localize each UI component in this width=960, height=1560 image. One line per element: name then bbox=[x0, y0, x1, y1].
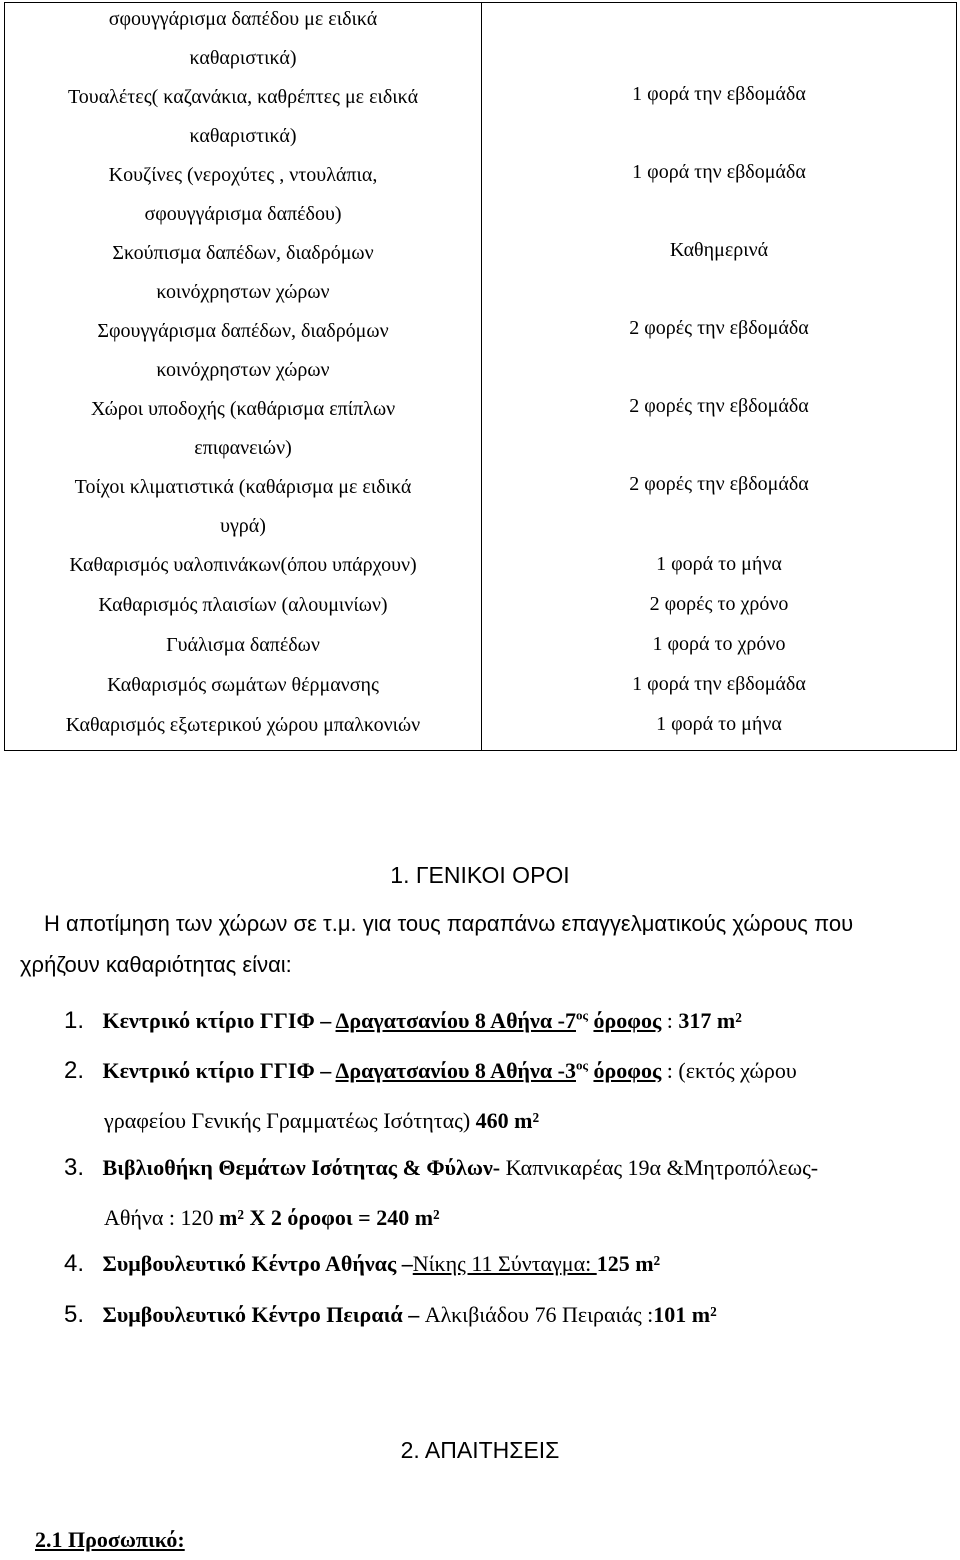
task-column-cell bbox=[5, 3, 482, 751]
list-item bbox=[64, 1239, 944, 1289]
dash: – bbox=[396, 1251, 413, 1276]
list-item bbox=[64, 1046, 944, 1146]
address: Δραγατσανίου 8 Αθήνα -7 bbox=[335, 1008, 576, 1033]
task-line: κοινόχρηστων χώρων bbox=[156, 359, 330, 381]
frequency-line: 1 φορά την εβδομάδα bbox=[632, 83, 806, 105]
task-line: καθαριστικά) bbox=[189, 47, 297, 69]
task-line: σφουγγάρισμα δαπέδου με ειδικά bbox=[108, 8, 378, 30]
address: Νίκης 11 Σύνταγμα: bbox=[412, 1251, 597, 1276]
building-name: Βιβλιοθήκη Θεμάτων Ισότητας & Φύλων- bbox=[102, 1155, 501, 1180]
frequency-line: 1 φορά το μήνα bbox=[656, 553, 782, 575]
frequency-line: 2 φορές την εβδομάδα bbox=[629, 395, 809, 417]
note-text: : (εκτός χώρου bbox=[661, 1058, 797, 1083]
address: Καπνικαρέας 19α &Μητροπόλεως- bbox=[500, 1155, 819, 1180]
dash: – bbox=[314, 1008, 336, 1033]
task-line: Κουζίνες (νεροχύτες , ντουλάπια, bbox=[108, 164, 378, 186]
task-line: Γυάλισμα δαπέδων bbox=[166, 634, 320, 656]
area-value: 125 m² bbox=[596, 1251, 661, 1276]
list-number: 2. bbox=[64, 1057, 85, 1084]
cleaning-schedule-table bbox=[4, 2, 957, 751]
area-value: m² Χ 2 όροφοι = 240 m² bbox=[219, 1205, 440, 1230]
task-line: καθαριστικά) bbox=[189, 125, 297, 147]
table-row bbox=[5, 3, 957, 751]
frequency-column-cell bbox=[482, 3, 957, 751]
ordinal-suffix: ος bbox=[575, 1007, 588, 1023]
list-item bbox=[64, 996, 944, 1046]
note-text: γραφείου Γενικής Γραμματέως Ισότητας) bbox=[104, 1108, 476, 1133]
frequency-line: 2 φορές την εβδομάδα bbox=[629, 473, 809, 495]
floor-label: όροφος bbox=[593, 1058, 662, 1083]
task-line: υγρά) bbox=[220, 515, 266, 537]
list-number: 1. bbox=[64, 1007, 85, 1034]
area-value: 460 m² bbox=[475, 1108, 540, 1133]
list-number: 5. bbox=[64, 1301, 85, 1328]
area-text: Αθήνα : 120 bbox=[104, 1205, 220, 1230]
task-line: Καθαρισμός υαλοπινάκων(όπου υπάρχουν) bbox=[69, 554, 417, 576]
frequency-line: Καθημερινά bbox=[669, 239, 769, 261]
list-item bbox=[64, 1290, 944, 1340]
address: Δραγατσανίου 8 Αθήνα -3 bbox=[335, 1058, 576, 1083]
intro-line: Η αποτίμηση των χώρων σε τ.μ. για τους παραπάνω επαγγελματικούς χώρους που bbox=[44, 911, 854, 936]
frequency-spacer bbox=[488, 3, 950, 78]
dash: – bbox=[402, 1302, 425, 1327]
frequency-line: 1 φορά την εβδομάδα bbox=[632, 673, 806, 695]
task-line: σφουγγάρισμα δαπέδου) bbox=[144, 203, 342, 225]
frequency-line: 2 φορές την εβδομάδα bbox=[629, 317, 809, 339]
subsection-heading-staff: 2.1 Προσωπικό: bbox=[35, 1527, 185, 1552]
separator: : bbox=[661, 1008, 679, 1033]
task-line: Καθαρισμός εξωτερικού χώρου μπαλκονιών bbox=[65, 714, 421, 736]
task-line: Τοίχοι κλιματιστικά (καθάρισμα με ειδικά bbox=[74, 476, 412, 498]
task-line: Σφουγγάρισμα δαπέδων, διαδρόμων bbox=[97, 320, 389, 342]
item-continuation bbox=[64, 1096, 944, 1146]
section-heading-requirements: 2. ΑΠΑΙΤΗΣΕΙΣ bbox=[400, 1437, 560, 1463]
area-value: 101 m² bbox=[653, 1302, 717, 1327]
section-heading-general-terms: 1. ΓΕΝΙΚΟΙ ΟΡΟΙ bbox=[390, 862, 570, 888]
task-line: επιφανειών) bbox=[194, 437, 292, 459]
list-item bbox=[64, 1143, 944, 1243]
address: Αλκιβιάδου 76 Πειραιάς : bbox=[424, 1302, 654, 1327]
frequency-line: 2 φορές το χρόνο bbox=[649, 593, 789, 615]
area-value: 317 m² bbox=[678, 1008, 742, 1033]
frequency-line: 1 φορά την εβδομάδα bbox=[632, 161, 806, 183]
task-line: Καθαρισμός σωμάτων θέρμανσης bbox=[107, 674, 379, 696]
building-name: Κεντρικό κτίριο ΓΓΙΦ bbox=[102, 1058, 315, 1083]
task-line: Σκούπισμα δαπέδων, διαδρόμων bbox=[112, 242, 374, 264]
task-line: Χώροι υποδοχής (καθάρισμα επίπλων bbox=[90, 398, 396, 420]
dash: – bbox=[314, 1058, 336, 1083]
building-name: Συμβουλευτικό Κέντρο Πειραιά bbox=[102, 1302, 403, 1327]
list-number: 4. bbox=[64, 1250, 85, 1277]
building-name: Κεντρικό κτίριο ΓΓΙΦ bbox=[102, 1008, 315, 1033]
building-name: Συμβουλευτικό Κέντρο Αθήνας bbox=[102, 1251, 397, 1276]
ordinal-suffix: ος bbox=[575, 1057, 588, 1073]
floor-label: όροφος bbox=[593, 1008, 662, 1033]
task-line: Καθαρισμός πλαισίων (αλουμινίων) bbox=[98, 594, 388, 616]
intro-line: χρήζουν καθαριότητας είναι: bbox=[20, 952, 292, 977]
intro-paragraph bbox=[20, 903, 950, 985]
item-continuation bbox=[64, 1193, 944, 1243]
task-line: κοινόχρηστων χώρων bbox=[156, 281, 330, 303]
task-line: Τουαλέτες( καζανάκια, καθρέπτες με ειδικά bbox=[67, 86, 419, 108]
list-number: 3. bbox=[64, 1154, 85, 1181]
frequency-line: 1 φορά το χρόνο bbox=[652, 633, 786, 655]
frequency-line: 1 φορά το μήνα bbox=[656, 713, 782, 735]
